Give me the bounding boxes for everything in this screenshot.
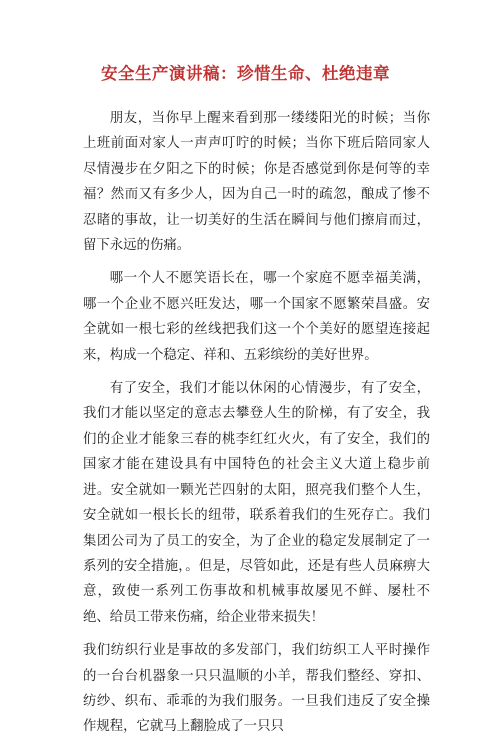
- paragraph-2: 哪一个人不愿笑语长在，哪一个家庭不愿幸福美满，哪一个企业不愿兴旺发达，哪一个国家不愿繁荣昌盛。安全就如一根七彩的丝线把我们这一个个美好的愿望连接起来，构成一个稳定、祥和、五彩缤纷的美好世界。: [83, 271, 430, 363]
- paragraph-1: 朋友，当你早上醒来看到那一缕缕阳光的时候；当你上班前面对家人一声声叮咛的时候；当你下班后陪同家人尽情漫步在夕阳之下的时候；你是否感觉到你是何等的幸福？然而又有多少人，因为自己一时的疏忽，酿成了惨不忍睹的事故，让一切美好的生活在瞬间与他们擦肩而过，留下永远的伤痛。: [83, 111, 430, 254]
- paragraph-3: 有了安全，我们才能以休闲的心情漫步，有了安全，我们才能以坚定的意志去攀登人生的阶梯，有了安全，我们的企业才能象三春的桃李红红火火，有了安全，我们的国家才能在建设具有中国特色的社会主义大道上稳步前进。安全就如一颗光芒四射的太阳，照亮我们整个人生，安全就如一根长长的纽带，联系着我们的生死存亡。我们集团公司为了员工的安全，为了企业的稳定发展制定了一系列的安全措施，。但是，尽管如此，还是有些人员麻痹大意，致使一系列工伤事故和机械事故屡见不鲜、屡杜不绝、给员工带来伤痛，给企业带来损失！: [83, 381, 430, 625]
- paragraph-4: 我们纺织行业是事故的多发部门，我们纺织工人平时操作的一台台机器象一只只温顺的小羊，帮我们整经、穿扣、纺纱、织布、乖乖的为我们服务。一旦我们违反了安全操作规程，它就马上翻脸成了一只只: [83, 643, 430, 735]
- document-title: 安全生产演讲稿：珍惜生命、杜绝违章: [101, 64, 390, 83]
